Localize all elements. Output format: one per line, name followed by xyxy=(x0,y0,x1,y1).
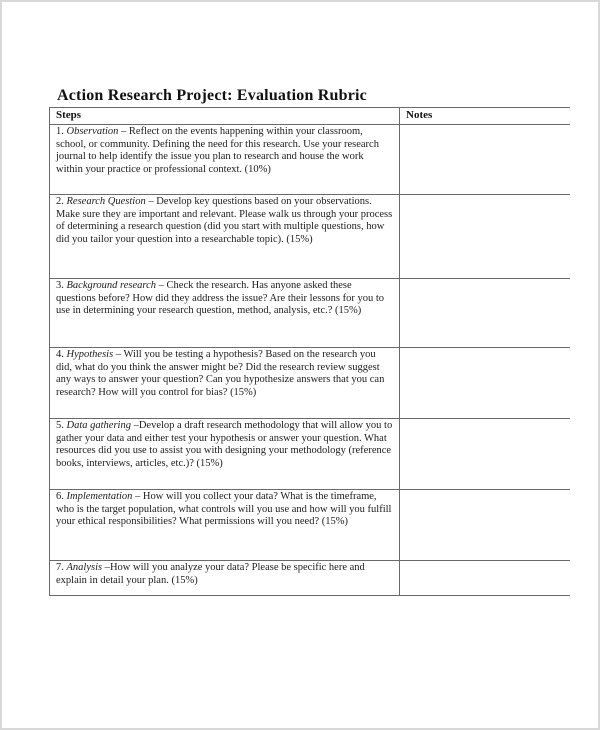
rubric-row-3 xyxy=(50,279,570,348)
step-number: 4. xyxy=(56,349,64,360)
page-content xyxy=(2,2,598,596)
step-cell xyxy=(50,419,400,490)
step-cell xyxy=(50,125,400,195)
step-term: Background research xyxy=(66,280,157,291)
rubric-row-4 xyxy=(50,348,570,419)
step-number: 3. xyxy=(56,280,64,291)
step-term: Implementation xyxy=(66,491,133,502)
step-description: – Develop key questions based on your observations. Make sure they are important and relevant. Please walk us through your process of determining a research question (did you start with multiple questions, how did you tailor your question into a researchable topic). (15%) xyxy=(56,196,393,245)
step-text xyxy=(56,420,393,470)
step-description: – Check the research. Has anyone asked these questions before? How did they address the issue? Are their lessons for you to use in determining your research question, method, analysis, etc.? (15%) xyxy=(56,280,385,316)
step-number: 7. xyxy=(56,562,64,573)
step-number: 6. xyxy=(56,491,64,502)
rubric-row-2 xyxy=(50,195,570,279)
rubric-row-5 xyxy=(50,419,570,490)
notes-cell xyxy=(400,125,570,195)
step-cell xyxy=(50,195,400,279)
step-text xyxy=(56,349,393,399)
step-number: 1. xyxy=(56,126,64,137)
step-text xyxy=(56,280,393,318)
step-term: Analysis xyxy=(66,562,103,573)
column-header-steps: Steps xyxy=(50,108,400,125)
notes-cell xyxy=(400,419,570,490)
rubric-table xyxy=(49,107,570,596)
rubric-row-7 xyxy=(50,561,570,596)
step-cell xyxy=(50,279,400,348)
rubric-row-6 xyxy=(50,490,570,561)
notes-cell xyxy=(400,490,570,561)
step-term: Data gathering xyxy=(66,420,131,431)
step-description: –Develop a draft research methodology that will allow you to gather your data and either test your hypothesis or answer your question. What resources did you use to assist you with designing your methodology (reference books, interviews, articles, etc.)? (15%) xyxy=(56,420,393,469)
step-text xyxy=(56,196,393,246)
notes-cell xyxy=(400,561,570,596)
column-header-notes: Notes xyxy=(400,108,570,125)
step-number: 5. xyxy=(56,420,64,431)
notes-cell xyxy=(400,195,570,279)
notes-cell xyxy=(400,279,570,348)
step-description: – Will you be testing a hypothesis? Based on the research you did, what do you think the answer might be? Did the research review suggest any ways to answer your question? Can you hypothesize answers that you can research? How will you control for bias? (15%) xyxy=(56,349,385,398)
step-cell xyxy=(50,561,400,596)
rubric-row-1 xyxy=(50,125,570,195)
step-description: – Reflect on the events happening within your classroom, school, or community. Defining the need for this research. Use your research journal to help identify the issue you plan to research and house the work within your practice or professional context. (10%) xyxy=(56,126,379,175)
step-term: Research Question xyxy=(66,196,146,207)
step-term: Observation xyxy=(66,126,119,137)
step-text xyxy=(56,491,393,529)
step-text xyxy=(56,562,393,587)
step-description: – How will you collect your data? What is the timeframe, who is the target population, what controls will you use and how will you fulfill your ethical responsibilities? What permissions will you need? (15%) xyxy=(56,491,392,527)
page-title: Action Research Project: Evaluation Rubric xyxy=(57,87,367,104)
step-cell xyxy=(50,490,400,561)
step-description: –How will you analyze your data? Please be specific here and explain in detail your plan. (15%) xyxy=(56,562,365,586)
header-row xyxy=(50,108,570,125)
step-cell xyxy=(50,348,400,419)
step-text xyxy=(56,126,393,176)
step-number: 2. xyxy=(56,196,64,207)
step-term: Hypothesis xyxy=(66,349,114,360)
notes-cell xyxy=(400,348,570,419)
